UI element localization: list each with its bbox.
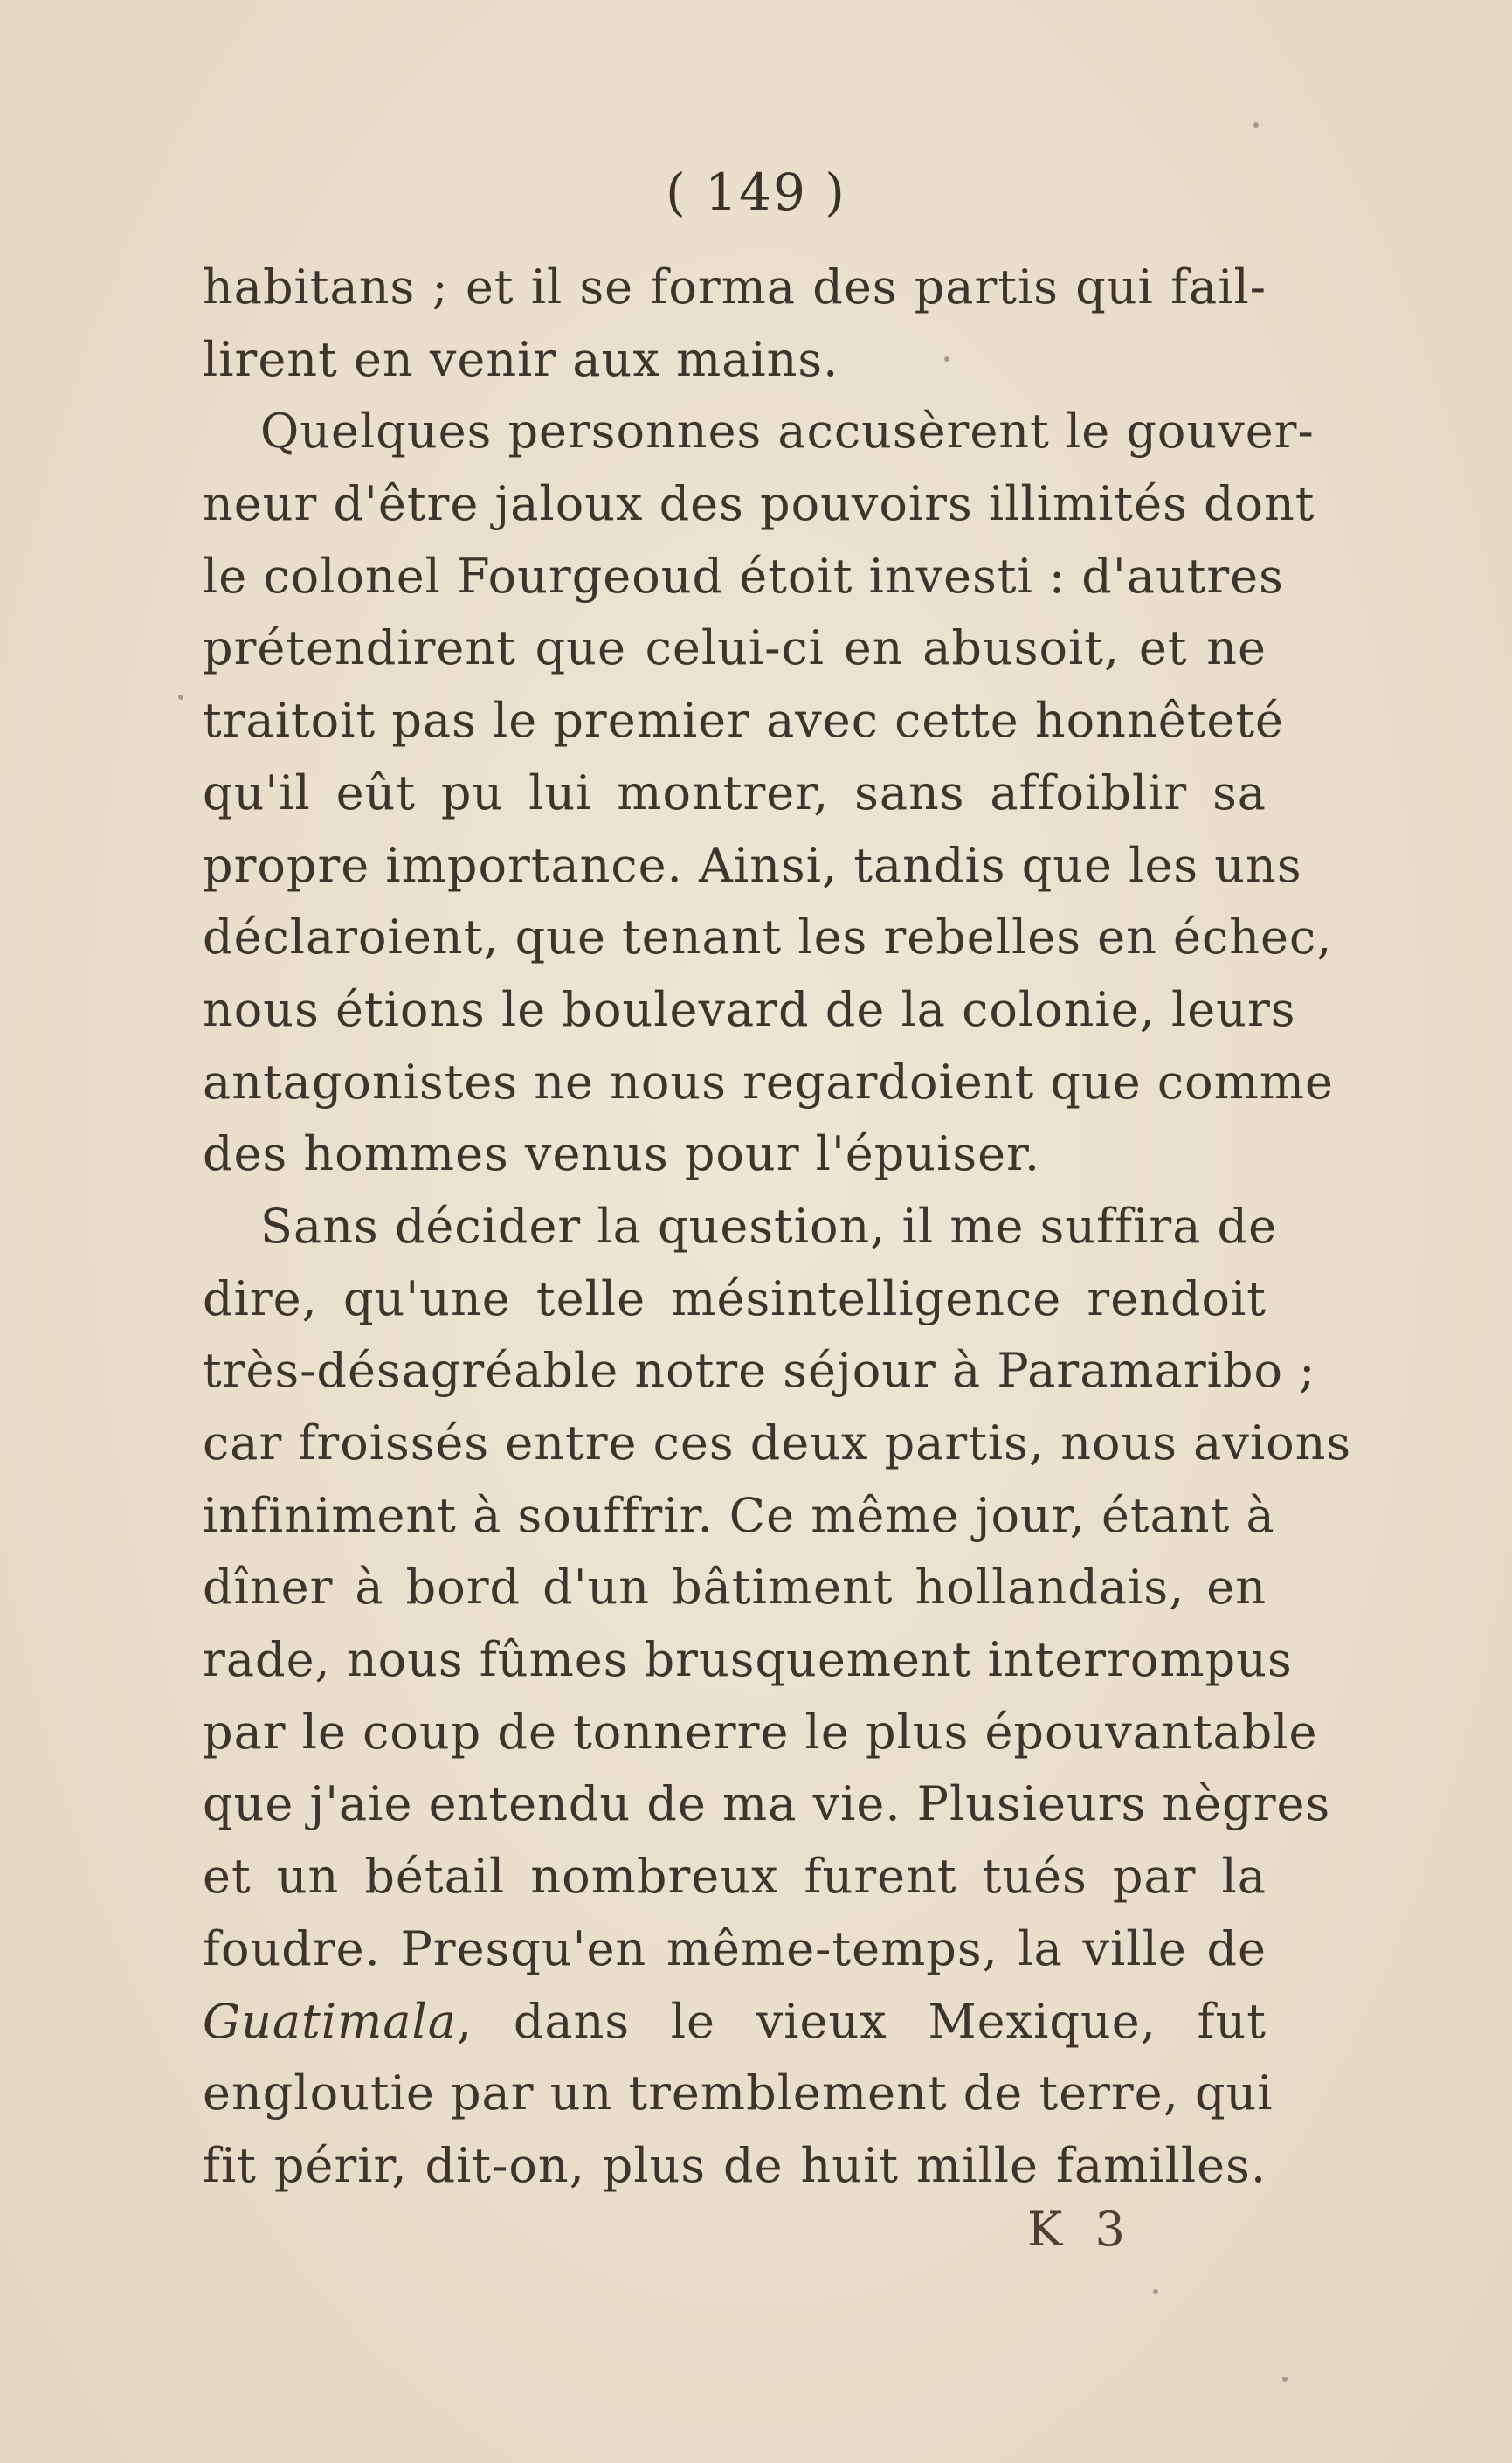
text-line: par le coup de tonnerre le plus épouvantable <box>203 1704 1318 1760</box>
text-line: fit périr, dit-on, plus de huit mille familles. <box>203 2137 1267 2193</box>
text-line: le colonel Fourgeoud étoit investi : d'autres <box>203 548 1284 604</box>
page-number: ( 149 ) <box>666 163 846 222</box>
paper-speck <box>944 356 949 362</box>
text-line: qu'il eût pu lui montrer, sans affoiblir sa <box>203 764 1267 820</box>
text-line: neur d'être jaloux des pouvoirs illimités dont <box>203 476 1315 532</box>
paper-speck <box>1282 2377 1288 2382</box>
text-line: Quelques personnes accusèrent le gouver- <box>260 404 1315 460</box>
signature-mark: K 3 <box>1027 2202 1134 2257</box>
text-line: engloutie par un tremblement de terre, qui <box>203 2065 1274 2121</box>
paper-speck <box>1253 122 1259 128</box>
text-line: infiniment à souffrir. Ce même jour, étant à <box>203 1487 1275 1543</box>
paper-speck <box>178 695 183 700</box>
text-line: dire, qu'une telle mésintelligence rendoit <box>203 1270 1267 1326</box>
paper-speck <box>1153 2289 1158 2294</box>
text-line: foudre. Presqu'en même-temps, la ville de <box>203 1920 1267 1976</box>
text-line: Sans décider la question, il me suffira de <box>260 1198 1278 1254</box>
text-line: lirent en venir aux mains. <box>203 331 839 387</box>
text-segment: , dans le vieux Mexique, fut <box>456 1993 1267 2049</box>
text-line: prétendirent que celui-ci en abusoit, et ne <box>203 620 1267 676</box>
italic-place-name: Guatimala <box>203 1993 457 2049</box>
text-line: habitans ; et il se forma des partis qui fail- <box>203 259 1267 315</box>
text-line: dîner à bord d'un bâtiment hollandais, en <box>203 1560 1267 1615</box>
text-line: et un bétail nombreux furent tués par la <box>203 1849 1267 1905</box>
text-line: propre importance. Ainsi, tandis que les uns <box>203 837 1302 893</box>
text-line: nous étions le boulevard de la colonie, leurs <box>203 981 1296 1037</box>
text-line: rade, nous fûmes brusquement interrompus <box>203 1632 1293 1688</box>
text-line: très-désagréable notre séjour à Paramaribo ; <box>203 1343 1316 1399</box>
text-line: car froissés entre ces deux partis, nous avions <box>203 1415 1352 1470</box>
text-line: déclaroient, que tenant les rebelles en échec, <box>203 910 1333 965</box>
text-line: antagonistes ne nous regardoient que comme <box>203 1054 1334 1110</box>
text-line: que j'aie entendu de ma vie. Plusieurs nègres <box>203 1776 1331 1832</box>
text-line <box>203 1986 1267 2058</box>
body-text <box>203 252 1352 2203</box>
text-line: des hommes venus pour l'épuiser. <box>203 1126 1041 1182</box>
text-line: traitoit pas le premier avec cette honnêteté <box>203 693 1285 749</box>
